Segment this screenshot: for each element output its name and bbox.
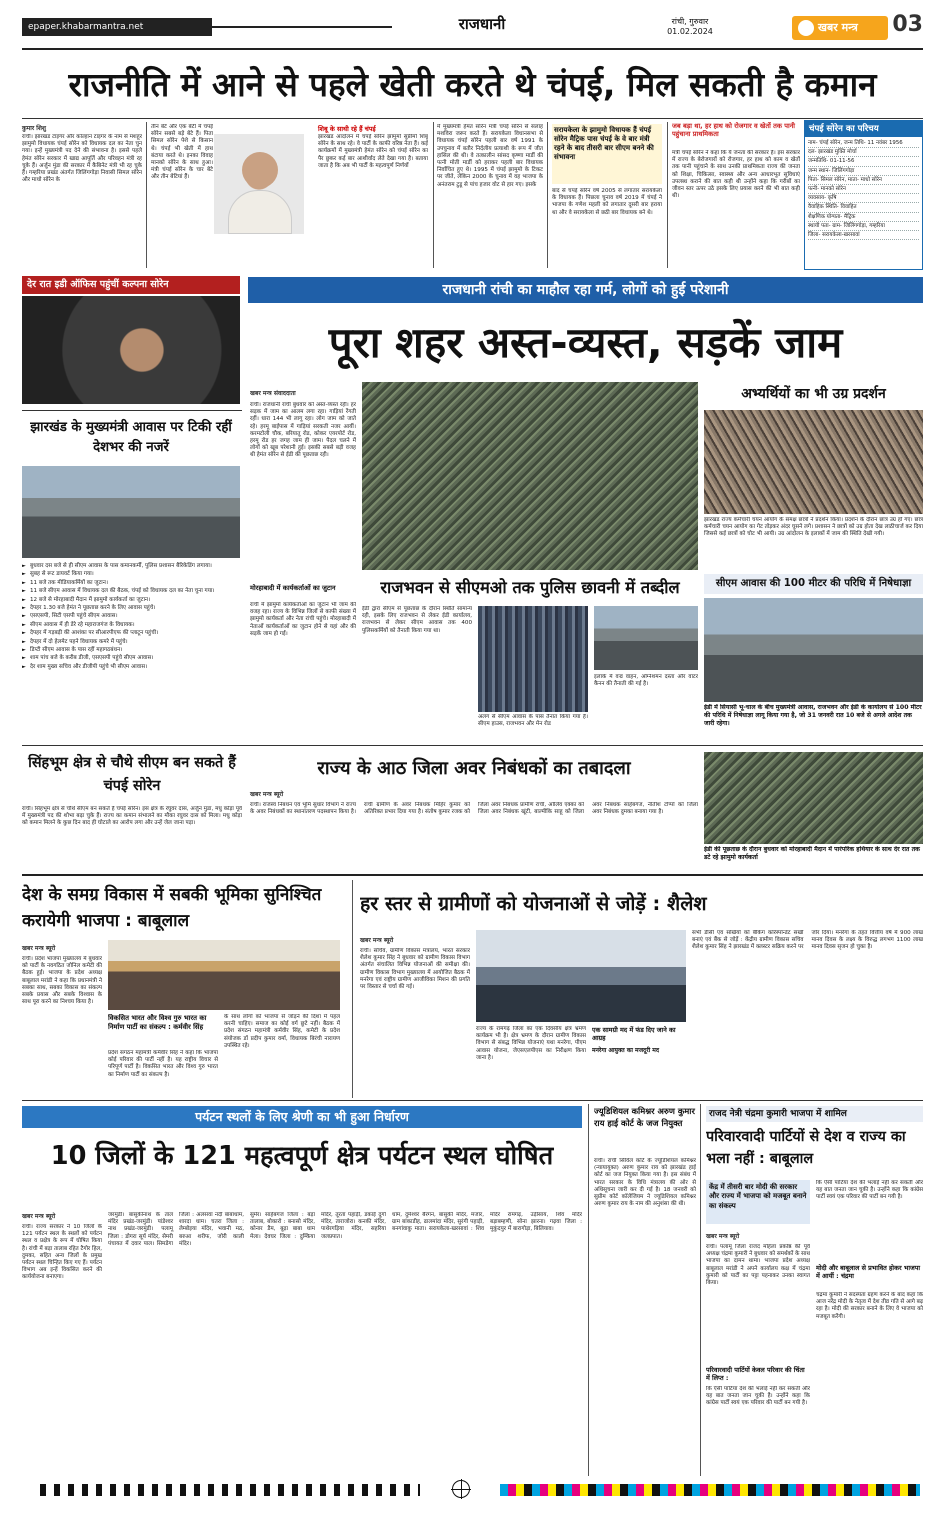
masthead-divider — [22, 48, 923, 50]
singhbhum-headline: सिंहभूम क्षेत्र से चौथे सीएम बन सकते हैं चंपई सोरेन — [28, 755, 236, 794]
city-text-col1b: रांची में झामुमो कार्यकर्ताओं का जुटान भी जाम की वजह रहा। राज्य के विभिन्न जिलों से काफी संख्या में झामुमो कार्यकर्ता और नेता रांची पहुंचे। मोरहाबादी में नेताओं कार्यकर्ताओं का जुटान होने से यहां और की सड़कें जाम हो गईं। — [250, 602, 356, 637]
desk-bullet-item: ► 11 बजे सीएम आवास में विधायक दल की बैठक, चंपई को विधायक दल का नेता चुना गया। — [22, 587, 240, 595]
rajbhavan-photo — [478, 606, 588, 712]
desk-bullet-item: ► देपहर में दो हेलमेट पहने विधायक कमरे में पहुंचे। — [22, 638, 240, 646]
champai-face — [242, 152, 278, 188]
crosshair-h — [451, 1489, 471, 1490]
registration-crosshair — [452, 1480, 470, 1498]
tourism-byline: खबर मन्त्र ब्यूरो — [22, 1213, 56, 1220]
col-rule — [433, 122, 434, 268]
col-rule — [700, 1104, 701, 1476]
chandrama-sub2: मोदी और बाबूलाल से प्रभावित होकर भाजपा में आयीं : चंद्रमा — [816, 1264, 920, 1281]
desk-bullet-item: ► डिप्टी सीएम आवास के पास रहीं महागठबंधन। — [22, 646, 240, 654]
shailesh-byline: खबर मन्त्र ब्यूरो — [360, 937, 394, 944]
shailesh-text2: राज्य के रामगढ़ जिला का एक दिवसीय क्षेत्र भ्रमण कार्यक्रम भी है। क्षेत्र भ्रमण के दौरान ग्रामीण विकास विभाग से संबद्ध विभिन्न योजनाएं यथा मनरेगा, पीएम आवास योजना, जेएसएलपीएस का निरीक्षण किया जाना है। — [476, 1026, 586, 1061]
chandrama-text2: कि ऐसी पार्टियां देश की भलाई नहीं कर सकतीं और यह बात जनता जान चुकी है। उन्होंने कहा कि कांग्रेस पार्टी स्वयं एक परिवार की पार्टी बन गयी है। — [706, 1386, 810, 1407]
chandrama-text: रांची। पलामू जिला राजद महिला प्रकोष्ठ की पूर्व अध्यक्ष चंद्रमा कुमारी ने बुधवार को समर्थकों के साथ भाजपा का दामन थामा। भाजपा प्रदेश अध्यक्ष बाबूलाल मरांडी ने अपने कार्यालय कक्ष में चंद्रमा कुमारी को पार्टी का पट्टा पहनाकर उनका स्वागत किया। — [706, 1244, 810, 1287]
aspirants-headline: अभ्यर्थियों का भी उग्र प्रदर्शन — [741, 386, 886, 402]
profile-row: जन्म स्थान- जिलिंगगोड़ा — [808, 167, 919, 176]
tourism-text2: जरमुंडी। बासुकीनाथ के ताल मंदिर प्रखंड-जरमुंडी। पांडेश्वर नाथ प्रखंड-जरमुंडी। पलामू जिला : डोगरा सूर्य मंदिर, सेमरी पंचायत में दवार पाल। सिमडेगा जिला : अलसंवा नंदी बाबाधाम, शारदा धाम। चतरा जिला : लेम्बोइया मंदिर, भवानी मठ, बरुआ शरीफ, जोरी काली मंदिर। — [108, 1212, 244, 1247]
profile-row: स्थायी पता- ग्राम- जिलिंगगोड़ा, गम्हरिया — [808, 222, 919, 231]
lead-text-col3: झारखंड आंदोलन में चंपई सोरेन झामुमो सुप्रीमो शिबू सोरेन के साथ रहे। वे पार्टी के काफी वरिष्ठ नेता हैं। कई कार्यक्रमों में मुख्यमंत्री हेमंत सोरेन को चंपई सोरेन का पैर छूकर कई बार आशीर्वाद लेते देखा गया है। बताया जाता है कि अब भी पार्टी के महत्वपूर्ण निर्णयों — [318, 134, 428, 169]
workers-caption: ईडी की पूछताछ के दौरान बुधवार को मोरहाबादी मैदान में पारंपरिक हथियार के साथ देर रात तक डटे रहे झामुमो कार्यकर्ता — [704, 846, 920, 861]
brand-logo — [792, 16, 888, 40]
prohibitory-caption: ईडी में सियासी भू-चाल के बीच मुख्यमंत्री आवास, राजभवन और ईडी के कार्यालय से 100 मीटर की परिधि में निषेधाज्ञा लागू किया गया है, जो 31 जनवरी रात 10 बजे से अगले आदेश तक जारी रहेगा। — [704, 704, 922, 727]
tourism-text4: धाम, दुमेश्वर बैरगन, बासुकी मंदिर, मजार, ग्राम बांकाडीह, ढालमांदा मंदिर, सुरंगी पहाड़ी, बनगांवाकु माता। सरायकेला-खरसावां : शिव मंदिर रामगढ़, उड़ीसाय, शिव मंदिर बड़ाबम्हणी, सोना झारना। गढ़वा जिला : मुकुंदपुर में बारागोड़ा, बिलियाव। — [392, 1212, 582, 1233]
brand-logo-icon — [798, 20, 814, 36]
page-number: 03 — [892, 12, 923, 37]
desk-bullet-item: ► देर शाम मुख्य सचिव और डीजीपी पहुंचे भी सीएम आवास। — [22, 663, 240, 671]
chandrama-boxed: केंद्र में तीसरी बार मोदी की सरकार और राज्य में भाजपा को मजबूत बनाने का संकल्प — [706, 1180, 810, 1224]
chandrama-headline2: परिवारवादी पार्टियों से देश व राज्य का भला नहीं : बाबूलाल — [706, 1129, 906, 1167]
rajbhavan-text-col3: इलाके में वज्र वाहन, अग्निशमन दस्ता और वाटर कैनन की तैनाती की गई है। — [594, 674, 698, 688]
kalpana-photo — [22, 296, 240, 404]
desk-photo — [22, 466, 240, 558]
col-rule — [547, 122, 548, 268]
profile-box — [804, 120, 923, 270]
masthead-rule — [212, 26, 392, 28]
prohibitory-headline: सीएम आवास की 100 मीटर की परिधि में निषेधाज्ञा — [704, 574, 923, 594]
city-text-col1: रांची। राजधानी रांची बुधवार को अस्त-व्यस्त रही। हर सड़क में जाम का आलम लगा रहा। गाड़ियां रेंगती रहीं। धारा 144 भी लागू रहा। लोग जाम को जाते रहे। हरमू बाईपास में गाड़ियां सरकती नजर आयीं। करमटोली चौक, बरियातू रोड, कोकर एयरपोर्ट रोड, हरमू रोड हर जगह जाम ही जाम। पैदल चलने में लोगों को खूब परेशानी हुई। इसकी सबसे बड़ी वजह थी हेमंत सोरेन से ईडी की पूछताछ रही। — [250, 402, 356, 459]
edition-date: 01.02.2024 — [667, 27, 713, 36]
edition-city-day: रांची, गुरुवार — [671, 17, 709, 26]
chandrama-text3: चंद्रमा कुमारी ने सदस्यता ग्रहण करने के बाद कहा कि आज नरेंद्र मोदी के नेतृत्व में देश तीव्र गति से आगे बढ़ रहा है। मोदी की सरकार बनाने के लिए वे भाजपा को मजबूत करेंगी। — [816, 1292, 923, 1320]
masthead — [22, 12, 923, 46]
rajbhavan-headline: राजभवन से सीएमओ तक पुलिस छावनी में तब्दील — [380, 578, 680, 597]
lead-text-col6: मंत्री चंपई सोरेन ने कहा कि ये जनता की सरकार है। इस सरकार में राज्य के बेरोजगारों को रोजगार, हर हाथ को काम व खेतों तक पानी पहुंचाने के साथ उनकी प्राथमिकता राज्य की जनता को शिक्षा, चिकित्सा, स्वास्थ्य और अन्य आधारभूत सुविधाएं उपलब्ध कराने की बात कही थी उन्होंने कहा कि गरीबों का जीवन स्तर ऊपर उठे इसके लिए प्रयास करने की भी बात कही थी। — [672, 150, 800, 200]
court-headline: ज्यूडिशियल कमिश्नर अरुण कुमार राय हाई कोर्ट के जज नियुक्त — [594, 1106, 695, 1128]
lead-text-col4: में मुख्यमंत्री हेमंत सोरेन मंत्री चंपई सोरेन से सलाह मशविरा जरूर करते हैं। सरायकेला विधानसभा से विधायक चंपई सोरेन पहली बार वर्ष 1991 के उपचुनाव में बतौर निर्दलीय प्रत्याशी के रूप में जीत हासिल की थी। वे तत्कालीन सांसद कृष्णा मार्डी की पत्नी मोती मार्डी को हराकर पहली बार विधायक निर्वाचित हुए थे। 1995 में चंपई झामुमो के टिकट पर जीते, लेकिन 2000 के चुनाव में वह भाजपा के अनंतराम टुडू से पांच हजार वोट से हार गए। इसके — [437, 124, 543, 188]
shailesh-text3: सभी डीसी एवं सखियों को बैंकिंग कॉरेस्पॉन्डेंट सखी बनाएं एवं बैंक से जोड़ें : केंद्रीय ग्रामीण विकास सचिव शैलेश कुमार सिंह ने झारखंड में क्लस्टर सक्रिय करने पर जोर दिया। मनरेगा के तहत वित्तीय वर्ष में 900 लाख मानव दिवस के लक्ष्य के विरुद्ध लगभग 1100 लाख मानव दिवस सृजन हो चुका है। — [692, 930, 923, 951]
tourism-text: रांची। राज्य सरकार ने 10 जिलों के 121 पर्यटन स्थल के स्थलों को पर्यटन स्थल व प्रक्षेत्र के रूप में घोषित किया है। रांची में बड़ा तालाब रहित टैगोर हिल, दुमका, सहित अन्य जिलों के प्रमुख पर्यटन स्थल चिन्हित किए गए हैं। पर्यटन विभाग अब इन्हें विकसित करने की कार्ययोजना बनाएगा। — [22, 1224, 102, 1281]
chandrama-byline: खबर मन्त्र ब्यूरो — [706, 1233, 740, 1240]
col-rule — [588, 1104, 589, 1476]
rajbhavan-caption: अलग से सीएम आवास के पास तैनात किया गया है। सीएम हाउस, राजभवन और मेन रोड — [478, 714, 588, 728]
desk-bullet-item: ► 12 बजे से मोरहाबादी मैदान में झामुमो कार्यकर्ता का जुटान। — [22, 596, 240, 604]
desk-bullet-item: ► शाम पांच बजे के करीब डीजी, एसएसपी पहुंचे सीएम आवास। — [22, 654, 240, 662]
shailesh-sub2: मनरेगा आयुक्त का मजदूरी मद — [592, 1047, 660, 1054]
desk-bullet-item: ► देपहर में गड़बड़ी की आशंका पर सीआरपीएफ की प्लाटून पहुंची। — [22, 629, 240, 637]
rajbhavan-photo2 — [594, 606, 698, 670]
rajbhavan-text-col1: ईडी द्वारा सीएम से पूछताछ के दौरान स्थिति सामान्य रही, इसके लिए राजभवन से लेकर ईडी कार्यालय, राजभवन से लेकर सीएम आवास तक 400 पुलिसकर्मियों को तैनाती किया गया था। — [362, 606, 472, 634]
lead-text-col5: बाद से चंपई सोरेन वर्ष 2005 से लगातार सरायकेला के विधायक हैं। पिछला चुनाव वर्ष 2019 में चंपई ने भाजपा के गणेश महली को लगातार दूसरी बार हराया था और वे सरायकेला से छठी बार विधायक बने थे। — [552, 188, 662, 216]
champai-photo — [214, 134, 304, 234]
profile-rows — [805, 137, 922, 242]
profile-row: पिता- सिमल सोरेन, माता- माधो सोरेन — [808, 176, 919, 185]
shailesh-text: रांची। सचिव, ग्रामीण विकास मंत्रालय, भारत सरकार शैलेश कुमार सिंह ने बुधवार को ग्रामीण विकास विभाग अंतर्गत संचालित विभिन्न योजनाओं की समीक्षा की। ग्रामीण विकास विभाग मुख्यालय में आयोजित बैठक में मनरेगा एवं राष्ट्रीय ग्रामीण आजीविका मिशन की प्रगति पर विस्तार से चर्चा की गई। — [360, 948, 470, 991]
profile-row: पत्नी- मानको सोरेन — [808, 185, 919, 194]
shailesh-photo — [476, 930, 686, 1022]
desk-bullet-item: ► एसएसपी, सिटी एसपी पहुंचे सीएम आवास। — [22, 612, 240, 620]
court-text: रांची। रांची सिविल कोर्ट के ज्यूडिशियल कमिश्नर (न्यायायुक्त) अरुण कुमार राय को झारखंड हाई कोर्ट का जज नियुक्त किया गया है। इस संबंध में भारत सरकार के विधि मंत्रालय की ओर से अधिसूचना जारी कर दी गई है। 18 जनवरी को सुप्रीम कोर्ट कॉलेजियम ने ज्यूडिशियल कमिश्नर अरुण कुमार राय के नाम की अनुशंसा की थी। — [594, 1158, 696, 1208]
city-subhead: मोरहाबादी में कार्यकर्ताओं का जुटान — [250, 584, 336, 592]
divider — [22, 874, 923, 876]
profile-row: दल- झारखंड मुक्ति मोर्चा — [808, 148, 919, 157]
bjp-headline: देश के समग्र विकास में सबकी भूमिका सुनिश्चित करायेगी भाजपा : बाबूलाल — [22, 885, 322, 931]
city-banner: राजधानी रांची का माहौल रहा गर्म, लोगों को हुई परेशानी — [248, 277, 923, 303]
desk-bullets — [22, 562, 240, 740]
section-title: राजधानी — [458, 15, 506, 33]
chandrama-headline1: राजद नेत्री चंद्रमा कुमारी भाजपा में शामिल — [706, 1106, 923, 1122]
desk-bullet-item: ► सीएम आवास में ही डेरे रहे महाराजगंज के विधायक। — [22, 621, 240, 629]
profile-row: व्यवसाय- कृषि — [808, 194, 919, 203]
transfer-byline: खबर मन्त्र ब्यूरो — [250, 791, 284, 798]
bjp-byline: खबर मन्त्र ब्यूरो — [22, 945, 56, 952]
singhbhum-text: रांची। सिंहभूम क्षेत्र से चौथे सीएम बन सकते हैं चंपई सोरेन। इस क्षेत्र के रघुवर दास, अर्जुन मुंडा, मधु कोड़ा पूर्व में मुख्यमंत्री पद की शोभा बढ़ा चुके हैं। राज्य का कमान संभालने का मौका रघुवर दास को मिला। मधु कोड़ा को कमान मिलने के कुछ दिन बाद ही घोटाले का आरोप लगा और उन्हें जेल जाना पड़ा। — [22, 806, 242, 827]
divider — [22, 410, 242, 411]
city-photo — [362, 382, 698, 570]
lead-byline: कुमार शिशु — [22, 125, 47, 132]
profile-row: जन्मतिथि- 01-11-56 — [808, 157, 919, 166]
brand-name: खबर मन्त्र — [818, 21, 858, 34]
bjp-text3: के साथ लोगों को भाजपा से जोड़ने की दिशा में पहल करनी चाहिए। समाज का कोई वर्ग छूटे नहीं। बैठक में प्रदेश संगठन महामंत्री कर्मवीर सिंह, कमेटी के प्रदेश संयोजक डॉ प्रदीप कुमार वर्मा, विधायक बिरंची नारायण उपस्थित रहे। — [224, 1014, 340, 1049]
profile-row: जिला- सरायकेला-खरसावां — [808, 231, 919, 240]
prohibitory-photo — [704, 598, 923, 702]
lead-text-col1: रांची। झारखंड टाइगर और कोल्हान टाइगर के नाम से मशहूर झामुमो विधायक चंपई सोरेन को विधायक दल का नेता चुन गया। इन्हें मुख्यमंत्री पद देने की संभावना है। इससे पहले हेमंत सोरेन सरकार में खाद्य आपूर्ति और परिवहन मंत्री रह चुके हैं। अर्जुन मुंडा की सरकार में कैबिनेट मंत्री भी रह चुके हैं। गम्हरिया प्रखंड अंतर्गत जिलिंगगोड़ा निवासी सिमल सोरेन और माधो सोरेन के — [22, 134, 142, 184]
kalpana-caption: देर रात इडी ऑफिस पहुंचीं कल्पना सोरेन — [22, 276, 240, 294]
shailesh-headline: हर स्तर से ग्रामीणों को योजनाओं से जोड़ें : शैलेश — [360, 892, 707, 915]
chandrama-sub: परिवारवादी पार्टियों केवल परिवार की चिंता में लिप्त : — [706, 1366, 805, 1382]
bjp-text2: प्रदेश संगठन महामंत्री कर्मवीर सिंह ने कहा कि भाजपा कोई परिवार की पार्टी नहीं है। यह राष्ट्रीय विचार से परिपूर्ण पार्टी है। विकसित भारत और विश्व गुरु भारत का निर्माण पार्टी का संकल्प है। — [108, 1050, 218, 1078]
lead-headline: राजनीति में आने से पहले खेती करते थे चंपई, मिल सकती है कमान — [68, 65, 877, 104]
city-headline: पूरा शहर अस्त-व्यस्त, सड़कें जाम — [328, 318, 843, 367]
registration-mark-left — [40, 1484, 420, 1496]
divider — [22, 745, 923, 746]
aspirants-photo — [704, 410, 923, 514]
city-byline: खबर मन्त्र संवाददाता — [250, 390, 296, 397]
lead-text-col2: तीन बेटे और एक बेटी में चंपई सोरेन सबसे बड़े बेटे हैं। पिता सिमल सोरेन पेशे से किसान थे। चंपई भी खेती में हाथ बंटाया करते थे। इनका विवाह मानको सोरेन के साथ हुआ। मंत्री चंपई सोरेन के चार बेटे और तीन बेटियां हैं। — [151, 124, 213, 181]
registration-mark-right — [500, 1484, 920, 1496]
bjp-photo — [108, 940, 340, 1010]
lead-photo-caption: शिबू के साथी रहे हैं चंपई — [318, 125, 376, 133]
shailesh-sub: एक सामग्री मद में फंड दिए जाने का आग्रह — [592, 1026, 676, 1042]
desk-bullet-item: ► सुबह से रूट डायवर्ट किया गया। — [22, 570, 240, 578]
profile-row: वैवाहिक स्थिति- विवाहित — [808, 203, 919, 212]
tourism-text3: सुमेर। साहेबगंज जिला : बड़ा तालाब, बोकारो : बनासो मंदिर, कोनार डैम, बूढ़ा बाबा धाम मेला। देवघर जिला : दुम्किया मंदिर, तूरता पहाड़ी, डकाई दुर्गा मंदिर, ताराजोरा। कनकी मंदिर, पाथेरगड़िया मंदिर, सहरिया जलप्रपात। — [250, 1212, 386, 1240]
tourism-headline: 10 जिलों के 121 महत्वपूर्ण क्षेत्र पर्यटन स्थल घोषित — [50, 1141, 554, 1171]
lead-box-head: सरायकेला के झामुमो विधायक हैं चंपई सोरेन मैट्रिक पास चंपई के वे बार मंत्री रहने के बाद तीसरी बार सीएम बनने की संभावना — [552, 124, 662, 184]
lead-divider — [22, 118, 923, 119]
tourism-banner: पर्यटन स्थलों के लिए श्रेणी का भी हुआ निर्धारण — [22, 1106, 582, 1128]
col-rule — [146, 122, 147, 268]
workers-photo — [704, 752, 923, 844]
desk-headline: झारखंड के मुख्यमंत्री आवास पर टिकी रहीं देशभर की नजरें — [30, 420, 232, 455]
transfer-text: रांची। राजस्व निबंधन एवं भूमि सुधार विभाग ने राज्य के अवर निबंधकों का स्थानांतरण पदस्थापन किया है। रांची ग्रामीण के अवर निबंधक मिहिर कुमार को अतिरिक्त प्रभार दिया गया है। संतोष कुमार रजक को जिला अवर निबंधक प्रामीण रांची, ओलिव एक्का को जिला अवर निबंधक खूंटी, बाल्मीकि साहू को जिला अवर निबंधक साहेबगंज, नीतीश टोप्पो को जिला अवर निबंधक दुमका बनाया गया है। — [250, 802, 698, 816]
col-rule — [667, 122, 668, 268]
aspirants-text: झारखंड राज्य कर्मचारी चयन आयोग के समक्ष छात्रों ने प्रदर्शन किया। प्रदर्शन के दौरान छात्र उग्र हो गए। छात्र कर्मचारी चयन आयोग का गेट तोड़कर अंदर घुसने लगे। प्रशासन ने छात्रों को उग्र होता देख लाठीचार्ज कर दिया जिससे कई छात्रों को चोट भी आयी। उग्र आंदोलन के इलाकों में जाम की स्थिति देखी गयी। — [704, 517, 923, 538]
profile-title: चंपई सोरेन का परिचय — [805, 121, 922, 137]
col-rule — [352, 880, 353, 1098]
desk-bullet-item: ► देपहर 1.30 बजे हेमंत ने पूछताछ करने के लिए आवास पहुंचे। — [22, 604, 240, 612]
transfer-headline: राज्य के आठ जिला अवर निबंधकों का तबादला — [317, 758, 631, 779]
desk-bullet-item: ► बुधवार दस बजे से ही सीएम आवास के पास कमानकर्मी, पुलिस प्रशासन बैरिकेडिंग लगाया। — [22, 562, 240, 570]
website-url[interactable]: epaper.khabarmantra.net — [22, 18, 212, 36]
desk-bullet-item: ► 11 बजे तक मीडियाकर्मियों का जुटान। — [22, 579, 240, 587]
profile-row: शैक्षणिक योग्यता- मैट्रिक — [808, 213, 919, 222]
bjp-photo-caption: विकसित भारत और विश्व गुरु भारत का निर्माण पार्टी का संकल्प : कर्मवीर सिंह — [108, 1014, 207, 1031]
chandrama-text-right: कि ऐसी पार्टियां देश की भलाई नहीं कर सकतीं और यह बात जनता जान चुकी है। उन्होंने कहा कि कांग्रेस पार्टी स्वयं एक परिवार की पार्टी बन गयी है। — [816, 1180, 923, 1201]
bjp-text: रांची। प्रदेश भाजपा मुख्यालय में बुधवार को पार्टी के नवगठित जोनिल कमेटी की बैठक हुई। भाजपा के प्रदेश अध्यक्ष बाबूलाल मरांडी ने कहा कि प्रधानमंत्री ने सबका साथ, सबका विकास का संकल्प सबके प्रयास और सबके विश्वास के साथ पूरा करने का निश्चय किया है। — [22, 956, 102, 1006]
lead-orange-head: जब बड़ा था, हर हाथ को रोजगार व खेतों तक पानी पहुंचाना प्राथमिकता — [672, 122, 796, 139]
divider — [22, 1100, 923, 1101]
profile-row: नाम- चंपई सोरेन, जन्म तिथि- 11 नवंबर 1956 — [808, 139, 919, 148]
champai-shoulders — [228, 190, 292, 234]
